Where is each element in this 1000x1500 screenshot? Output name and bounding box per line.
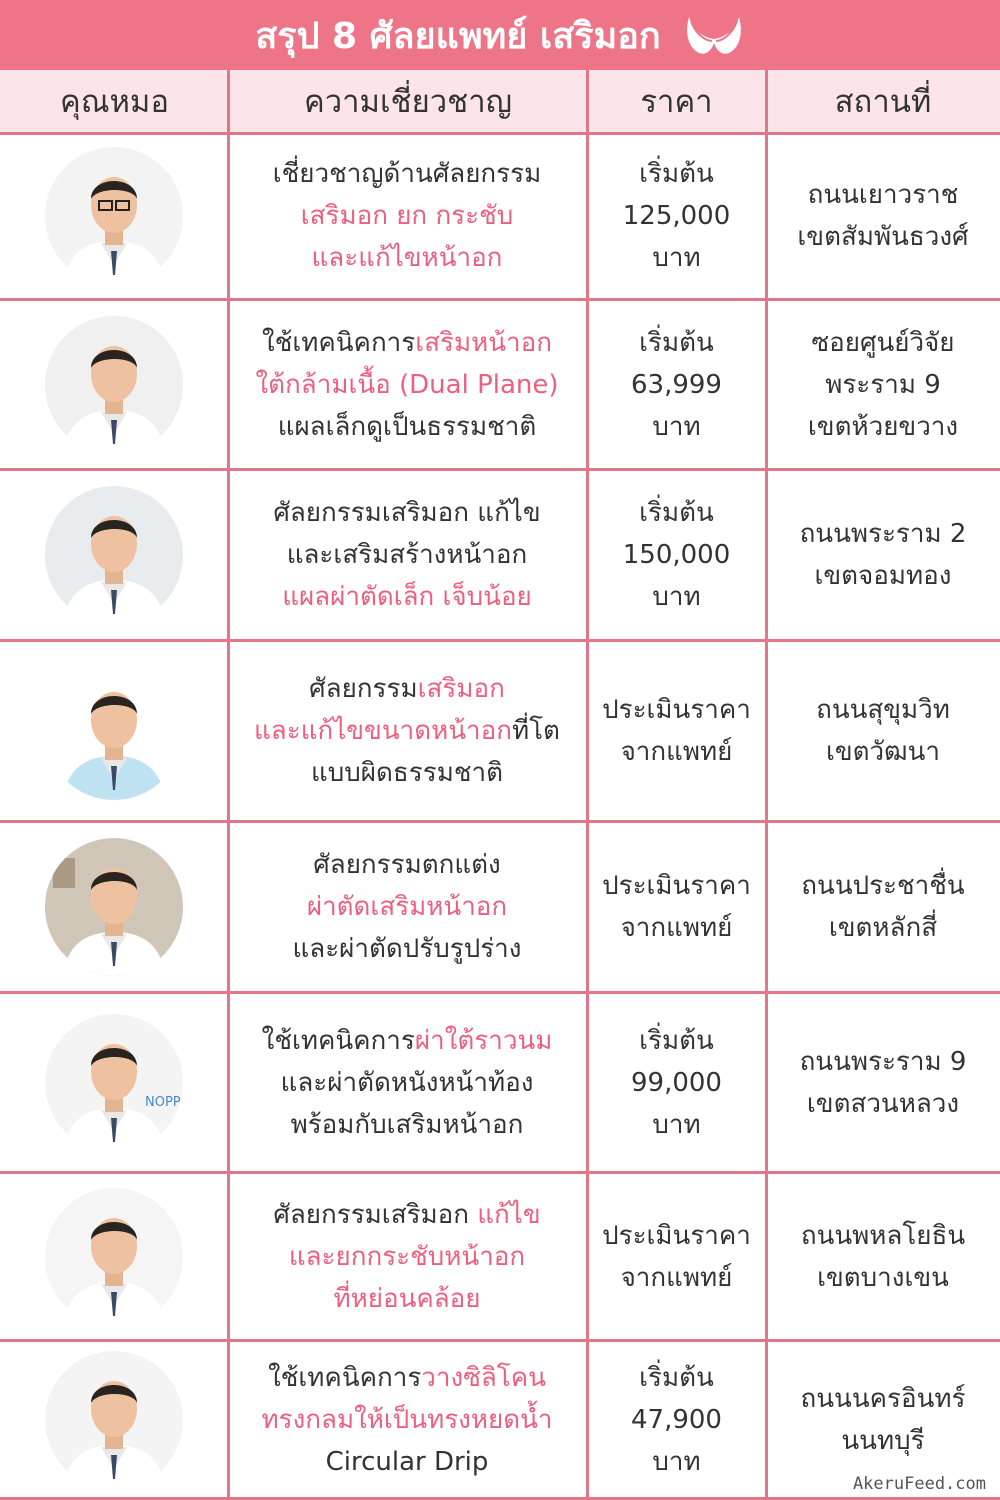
location-text-line: ถนนประชาชื่น xyxy=(801,871,965,901)
doctor-photo xyxy=(45,1014,183,1152)
location-text xyxy=(801,865,964,949)
expertise-cell xyxy=(228,1342,586,1497)
expertise-cell xyxy=(228,301,586,468)
expertise-segment: ศัลยกรรม xyxy=(309,674,418,704)
expertise-text xyxy=(261,1357,552,1483)
price-text-line: จากแพทย์ xyxy=(620,737,733,767)
highlight-text: เสริมอก xyxy=(417,674,505,704)
expertise-line xyxy=(273,1236,540,1278)
location-text-line: ถนนนครอินทร์ xyxy=(800,1383,966,1414)
price-text-line: จากแพทย์ xyxy=(620,913,733,943)
price-cell xyxy=(587,642,766,820)
doctor-cell xyxy=(0,642,228,820)
highlight-text: เสริมหน้าอก xyxy=(415,327,552,358)
location-text xyxy=(801,1215,965,1299)
table-row xyxy=(0,642,1000,823)
location-text-line: ถนนเยาวราช xyxy=(807,179,959,210)
expertise-text xyxy=(273,153,542,279)
expertise-cell xyxy=(228,642,586,820)
expertise-line xyxy=(273,492,540,534)
expertise-cell xyxy=(228,471,586,639)
price-text xyxy=(631,322,722,448)
photo-logo-text: NOPP xyxy=(145,1094,181,1110)
expertise-line xyxy=(273,534,540,576)
expertise-text xyxy=(262,1020,553,1146)
highlight-text: และยกกระชับหน้าอก xyxy=(288,1241,526,1272)
location-text-line: เขตหลักสี่ xyxy=(828,913,938,943)
price-text-line: เริ่มต้น xyxy=(639,327,714,358)
expertise-line xyxy=(254,710,560,752)
highlight-text: แก้ไข xyxy=(477,1199,541,1230)
location-cell xyxy=(766,471,1000,639)
doctor-photo xyxy=(45,662,183,800)
column-divider xyxy=(586,70,589,1500)
price-text-line: 150,000 xyxy=(622,540,731,570)
location-text-line: ซอยศูนย์วิจัย xyxy=(811,327,955,358)
expertise-segment: ใช้เทคนิคการ xyxy=(268,1362,422,1393)
doctor-photo xyxy=(45,1188,183,1326)
expertise-line xyxy=(293,928,522,970)
column-header-price: ราคา xyxy=(640,84,713,120)
expertise-segment: และเสริมสร้างหน้าอก xyxy=(286,540,528,570)
watermark: AkeruFeed.com xyxy=(852,1474,986,1494)
expertise-line xyxy=(255,364,558,406)
bra-icon xyxy=(683,13,745,57)
location-text-line: พระราม 9 xyxy=(825,369,941,400)
location-cell xyxy=(766,994,1000,1171)
expertise-segment: แบบผิดธรรมชาติ xyxy=(311,758,503,788)
price-text-line: 99,000 xyxy=(631,1067,722,1098)
price-text-line: เริ่มต้น xyxy=(639,1025,714,1056)
price-cell xyxy=(587,471,766,639)
location-cell xyxy=(766,301,1000,468)
expertise-line xyxy=(261,1399,552,1441)
table-row xyxy=(0,471,1000,642)
price-text xyxy=(602,689,751,773)
doctor-photo xyxy=(45,316,183,454)
table-row xyxy=(0,301,1000,471)
expertise-segment: แผลเล็กดูเป็นธรรมชาติ xyxy=(277,411,537,442)
column-divider xyxy=(227,70,230,1500)
expertise-line xyxy=(262,1104,553,1146)
column-header-location: สถานที่ xyxy=(834,84,932,120)
location-text-line: ถนนพระราม 9 xyxy=(799,1046,967,1077)
highlight-text: และแก้ไขหน้าอก xyxy=(311,242,503,273)
highlight-text: แผลผ่าตัดเล็ก เจ็บน้อย xyxy=(282,582,532,612)
doctor-cell xyxy=(0,471,228,639)
location-text xyxy=(800,513,967,597)
expertise-segment: ใช้เทคนิคการ xyxy=(262,327,416,358)
expertise-line xyxy=(255,406,558,448)
doctor-photo xyxy=(45,486,183,624)
location-text-line: เขตสัมพันธวงศ์ xyxy=(797,221,969,252)
doctor-cell xyxy=(0,994,228,1171)
expertise-line xyxy=(293,844,522,886)
expertise-cell xyxy=(228,994,586,1171)
expertise-segment: และผ่าตัดหนังหน้าท้อง xyxy=(280,1067,534,1098)
price-text-line: เริ่มต้น xyxy=(639,1362,714,1393)
price-text-line: เริ่มต้น xyxy=(639,158,714,189)
expertise-line xyxy=(254,668,560,710)
table-row xyxy=(0,1342,1000,1500)
expertise-line xyxy=(262,1062,553,1104)
price-cell xyxy=(587,1342,766,1497)
price-text-line: ประเมินราคา xyxy=(602,871,751,901)
expertise-line xyxy=(273,153,542,195)
highlight-text: ใต้กล้ามเนื้อ (Dual Plane) xyxy=(255,369,559,400)
expertise-segment: พร้อมกับเสริมหน้าอก xyxy=(290,1109,524,1140)
expertise-segment: เชี่ยวชาญด้านศัลยกรรม xyxy=(272,158,542,189)
price-text-line: บาท xyxy=(652,411,701,442)
price-cell xyxy=(587,1174,766,1339)
doctor-photo xyxy=(45,1351,183,1489)
highlight-text: ผ่าใต้ราวนม xyxy=(414,1025,553,1056)
expertise-line xyxy=(255,322,558,364)
expertise-line xyxy=(254,752,560,794)
price-text xyxy=(602,865,751,949)
column-header-doctor: คุณหมอ xyxy=(60,84,169,120)
expertise-line xyxy=(273,195,542,237)
location-text-line: เขตสวนหลวง xyxy=(806,1088,960,1119)
expertise-line xyxy=(273,576,540,618)
expertise-line xyxy=(273,237,542,279)
expertise-text xyxy=(254,668,560,794)
doctor-cell xyxy=(0,133,228,298)
table-row xyxy=(0,1174,1000,1342)
price-text-line: 47,900 xyxy=(631,1404,722,1435)
location-text-line: เขตห้วยขวาง xyxy=(807,411,959,442)
price-text-line: เริ่มต้น xyxy=(639,498,714,528)
highlight-text: ผ่าตัดเสริมหน้าอก xyxy=(306,892,508,922)
location-cell xyxy=(766,1174,1000,1339)
table-header xyxy=(0,70,1000,135)
price-cell xyxy=(587,133,766,298)
location-text-line: ถนนสุขุมวิท xyxy=(816,695,950,725)
expertise-segment: Circular Drip xyxy=(325,1446,489,1477)
table-row xyxy=(0,994,1000,1174)
price-text xyxy=(623,492,731,618)
location-text-line: เขตวัฒนา xyxy=(825,737,940,767)
expertise-segment: ศัลยกรรมตกแต่ง xyxy=(313,850,501,880)
price-cell xyxy=(587,823,766,991)
location-text-line: เขตบางเขน xyxy=(817,1262,949,1293)
expertise-line xyxy=(261,1441,552,1483)
price-text-line: บาท xyxy=(652,1446,701,1477)
expertise-segment: ศัลยกรรมเสริมอก xyxy=(273,1199,478,1230)
expertise-line xyxy=(273,1194,540,1236)
price-text-line: ประเมินราคา xyxy=(602,1220,751,1251)
highlight-text: วางซิลิโคน xyxy=(421,1362,546,1393)
location-text-line: ถนนพหลโยธิน xyxy=(800,1220,966,1251)
price-text-line: บาท xyxy=(652,582,701,612)
expertise-segment: ที่โต xyxy=(511,716,560,746)
price-text-line: 63,999 xyxy=(631,369,722,400)
doctor-photo xyxy=(45,838,183,976)
doctor-cell xyxy=(0,823,228,991)
expertise-line xyxy=(293,886,522,928)
expertise-cell xyxy=(228,823,586,991)
column-divider xyxy=(765,70,768,1500)
price-text-line: 125,000 xyxy=(622,200,731,231)
column-header-expertise: ความเชี่ยวชาญ xyxy=(303,84,513,120)
page-title: สรุป 8 ศัลยแพทย์ เสริมอก xyxy=(255,15,661,57)
location-cell xyxy=(766,133,1000,298)
expertise-text xyxy=(273,492,540,618)
price-cell xyxy=(587,994,766,1171)
doctor-photo xyxy=(45,147,183,285)
location-text xyxy=(800,1041,967,1125)
expertise-text xyxy=(273,1194,540,1320)
location-text xyxy=(797,174,968,258)
doctor-cell xyxy=(0,1342,228,1497)
price-cell xyxy=(587,301,766,468)
price-text-line: บาท xyxy=(652,1109,701,1140)
location-text-line: นนทบุรี xyxy=(841,1425,925,1456)
location-text-line: ถนนพระราม 2 xyxy=(799,519,967,549)
highlight-text: และแก้ไขขนาดหน้าอก xyxy=(254,716,512,746)
highlight-text: ที่หย่อนคล้อย xyxy=(333,1283,481,1314)
location-cell xyxy=(766,642,1000,820)
highlight-text: เสริมอก ยก กระชับ xyxy=(300,200,514,231)
expertise-segment: ศัลยกรรมเสริมอก แก้ไข xyxy=(273,498,541,528)
expertise-line xyxy=(261,1357,552,1399)
table-row xyxy=(0,823,1000,994)
price-text xyxy=(623,153,731,279)
doctor-cell xyxy=(0,301,228,468)
price-text-line: จากแพทย์ xyxy=(620,1262,733,1293)
price-text xyxy=(631,1020,722,1146)
expertise-cell xyxy=(228,1174,586,1339)
location-text xyxy=(816,689,950,773)
price-text-line: ประเมินราคา xyxy=(602,695,751,725)
expertise-segment: และผ่าตัดปรับรูปร่าง xyxy=(292,934,522,964)
highlight-text: ทรงกลมให้เป็นทรงหยดน้ำ xyxy=(261,1404,553,1435)
price-text-line: บาท xyxy=(652,242,701,273)
expertise-text xyxy=(255,322,558,448)
table-row xyxy=(0,133,1000,301)
location-text-line: เขตจอมทอง xyxy=(814,561,952,591)
doctor-cell xyxy=(0,1174,228,1339)
price-text xyxy=(602,1215,751,1299)
expertise-text xyxy=(293,844,522,970)
expertise-line xyxy=(273,1278,540,1320)
expertise-line xyxy=(262,1020,553,1062)
location-text xyxy=(808,322,958,448)
expertise-segment: ใช้เทคนิคการ xyxy=(261,1025,415,1056)
expertise-cell xyxy=(228,133,586,298)
location-text xyxy=(801,1378,966,1462)
price-text xyxy=(631,1357,722,1483)
location-cell xyxy=(766,823,1000,991)
title-banner xyxy=(0,0,1000,70)
